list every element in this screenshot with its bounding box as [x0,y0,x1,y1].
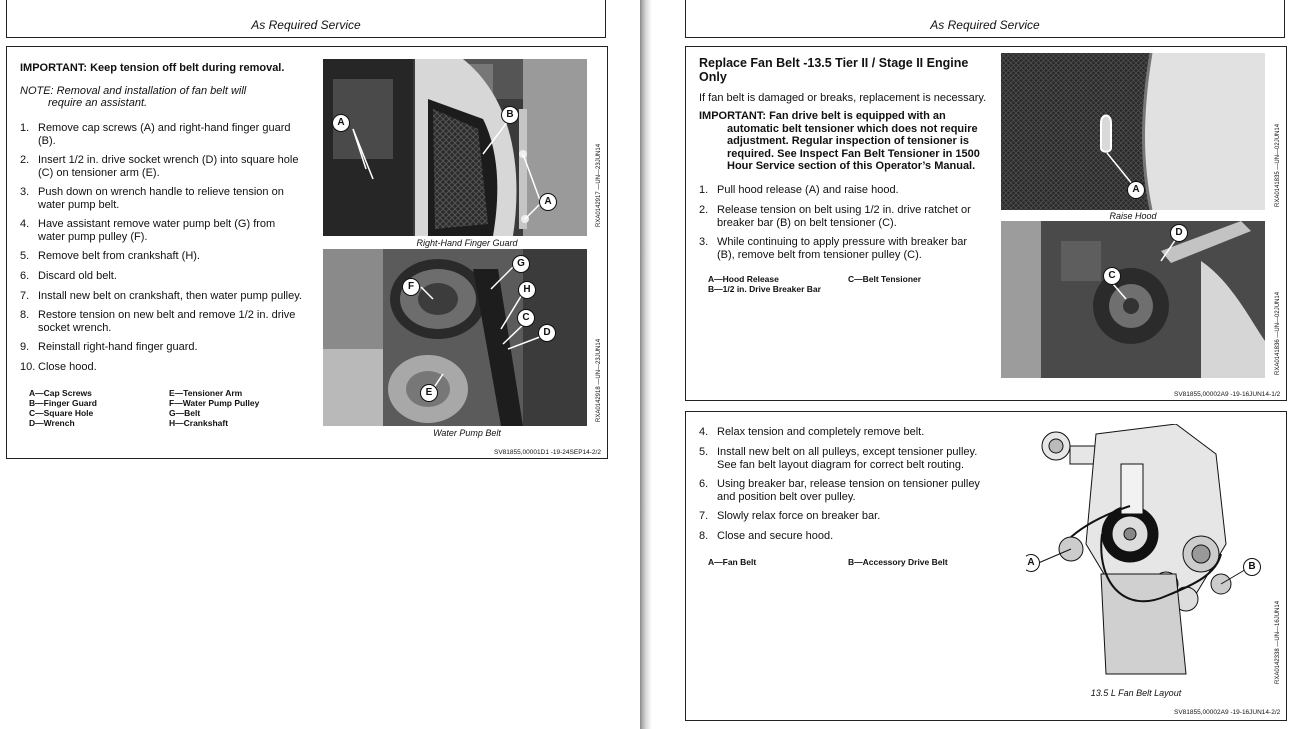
step-text [38,122,291,147]
caption-water-pump-belt: Water Pump Belt [433,428,501,438]
step-line: Install new belt on all pulleys, except tensioner pulley. [717,446,978,458]
step-number: 6. [699,478,709,490]
legend-item: A—Hood Release [708,274,779,284]
step-text: Install new belt on crankshaft, then water pump pulley. [38,290,302,302]
step-line: breaker bar (B) on belt tensioner (C). [717,216,897,229]
step-number: 9. [20,341,30,353]
step-text: Remove belt from crankshaft (H). [38,250,200,262]
caption-fan-belt-layout: 13.5 L Fan Belt Layout [1090,688,1182,698]
important-line: Hour Service section of this Operator’s Manual. [727,160,976,172]
callout-d-marker: D [538,324,556,342]
procedure-box [6,46,608,459]
step-text: Close hood. [38,361,97,373]
legend-item: A—Cap Screws [29,388,92,398]
figure-id: RXA0142917 —UN—23JUN14 [596,143,602,227]
page-gutter [640,0,652,729]
legend-item: E—Tensioner Arm [169,388,243,398]
legend-item: C—Belt Tensioner [848,274,922,284]
step-number: 8. [20,309,30,321]
legend-item: F—Water Pump Pulley [169,398,260,408]
step-line: Restore tension on new belt and remove 1/2 in. drive [38,309,296,321]
step-line: (B), remove belt from tensioner pulley (C). [717,248,922,261]
step-text [717,236,967,261]
step-line: Have assistant remove water pump belt (G) from [38,218,276,230]
callout-b-marker: B [1243,558,1261,576]
step-number: 1. [20,122,30,134]
note-line-2: require an assistant. [48,97,148,109]
step-text: Relax tension and completely remove belt. [717,426,925,438]
step-line: While continuing to apply pressure with breaker bar [717,236,968,248]
step-number: 3. [20,186,30,198]
step-text [38,154,298,179]
step-text: Close and secure hood. [717,530,834,542]
step-line: Push down on wrench handle to relieve tension on [38,186,284,198]
left-page [0,0,640,729]
legend-item: B—1/2 in. Drive Breaker Bar [708,284,821,294]
step-line: water pump belt. [38,198,120,211]
callout-d-marker: D [1170,224,1188,242]
step-line: Using breaker bar, release tension on tensioner pulley [717,478,980,490]
document-id: SV81855,00002A9 -19-16JUN14-2/2 [1174,709,1281,716]
step-number: 3. [699,236,709,248]
callout-a-marker: A [332,114,350,132]
right-page [652,0,1295,729]
figure-id: RXA0142918 —UN—23JUN14 [596,338,602,422]
callout-g-marker: G [512,255,530,273]
callout-a-marker: A [1127,181,1145,199]
step-number: 4. [699,426,709,438]
step-number: 4. [20,218,30,230]
step-text: Reinstall right-hand finger guard. [38,341,198,353]
important-line: automatic belt tensioner which does not require [727,122,978,135]
caption-finger-guard: Right-Hand Finger Guard [416,238,518,248]
caption-raise-hood: Raise Hood [1109,211,1157,221]
header-title: As Required Service [930,18,1040,32]
figure-id: RXA0141836 —UN—02JUN14 [1275,291,1281,375]
document-id: SV81855,00002A9 -19-16JUN14-1/2 [1174,391,1281,398]
step-line: See fan belt layout diagram for correct belt routing. [717,458,965,471]
step-line: and position belt over pulley. [717,490,856,503]
section-title [699,56,968,84]
step-number: 5. [20,250,30,262]
legend-item: B—Accessory Drive Belt [848,557,948,567]
callout-a-marker: A [1026,554,1040,572]
callout-f-marker: F [402,278,420,296]
callout-e-marker: E [420,384,438,402]
figure-id: RXA0141835 —UN—02JUN14 [1275,123,1281,207]
step-number: 1. [699,184,709,196]
step-text [717,478,980,503]
legend-item: A—Fan Belt [708,557,757,567]
engine-line-illustration [1026,424,1261,686]
step-text: Pull hood release (A) and raise hood. [717,184,899,196]
step-text: Discard old belt. [38,270,117,282]
step-line: Remove cap screws (A) and right-hand finger guard [38,122,291,134]
step-line: socket wrench. [38,321,112,334]
important-text: IMPORTANT: Keep tension off belt during removal. [20,62,285,74]
figure-id: RXA0142338 —UN—16JUN14 [1275,600,1281,684]
legend-left [708,557,756,567]
step-line: water pump pulley (F). [38,230,148,243]
step-number: 2. [699,204,709,216]
engine-belt-layout-drawing [1026,424,1261,686]
callout-b-marker: B [501,106,519,124]
step-number: 7. [699,510,709,522]
important-line: required. See Inspect Fan Belt Tensioner in 1500 [727,147,980,160]
important-line: IMPORTANT: Fan drive belt is equipped with an [699,110,946,122]
step-line: Release tension on belt using 1/2 in. drive ratchet or [717,204,971,216]
header-title: As Required Service [251,18,361,32]
important-line: adjustment. Regular inspection of tensioner is [727,135,970,147]
step-text [38,186,284,211]
title-line: Replace Fan Belt -13.5 Tier II / Stage II Engine [699,56,969,70]
procedure-box-2 [685,411,1287,721]
step-number: 5. [699,446,709,458]
legend-right [848,274,921,284]
callout-h-marker: H [518,281,536,299]
step-number: 10. [20,361,36,373]
callout-c-marker: C [517,309,535,327]
page-header [6,0,606,38]
legend-left [29,388,97,428]
finger-guard-photo [323,59,587,236]
legend-item: D—Wrench [29,418,75,428]
document-id: SV81855,00001D1 -19-24SEP14-2/2 [494,449,601,456]
step-text [717,446,977,471]
step-text [38,309,295,334]
legend-right [848,557,948,567]
legend-item: H—Crankshaft [169,418,229,428]
legend-item: G—Belt [169,408,201,418]
procedure-box-1 [685,46,1287,401]
step-number: 2. [20,154,30,166]
legend-left [708,274,821,294]
callout-a-marker: A [539,193,557,211]
step-number: 8. [699,530,709,542]
important-block [699,110,980,173]
belt-tensioner-illustration [1001,221,1265,378]
legend-item: B—Finger Guard [29,398,98,408]
raise-hood-photo [1001,53,1265,210]
step-line: (C) on tensioner arm (E). [38,166,160,179]
step-line: Insert 1/2 in. drive socket wrench (D) into square hole [38,154,299,166]
page-header [685,0,1285,38]
step-text: Slowly relax force on breaker bar. [717,510,881,522]
water-pump-belt-photo [323,249,587,426]
step-number: 7. [20,290,30,302]
intro-text: If fan belt is damaged or breaks, replacement is necessary. [699,92,987,104]
title-line: Only [699,70,727,84]
note-line-1: NOTE: Removal and installation of fan belt will [20,85,247,97]
step-line: (B). [38,134,56,147]
belt-tensioner-photo [1001,221,1265,378]
legend-item: C—Square Hole [29,408,94,418]
step-text [717,204,971,229]
step-text [38,218,275,243]
step-number: 6. [20,270,30,282]
legend-right [169,388,259,428]
callout-c-marker: C [1103,267,1121,285]
